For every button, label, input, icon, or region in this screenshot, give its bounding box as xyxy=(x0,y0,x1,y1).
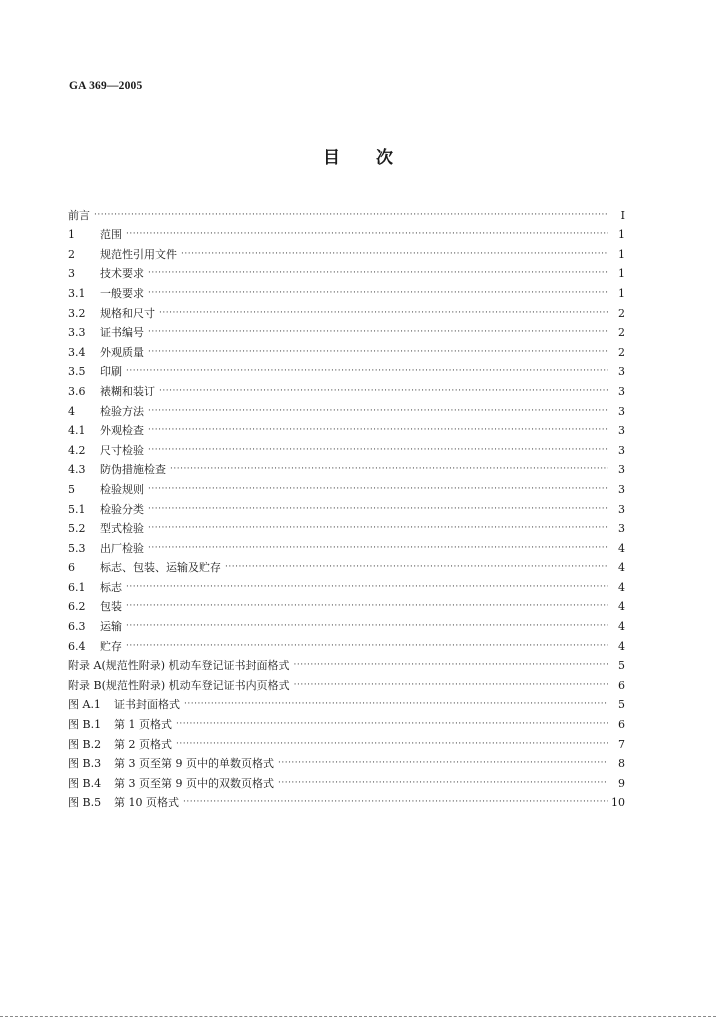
toc-entry-number: 图 A.1 xyxy=(68,698,101,712)
toc-entry-label: 证书封面格式 xyxy=(114,698,180,712)
toc-entry[interactable] xyxy=(68,535,625,555)
toc-entry-title xyxy=(68,796,183,809)
toc-entry-title xyxy=(68,542,148,555)
toc-entry[interactable] xyxy=(68,378,625,398)
toc-entry-label: 第 3 页至第 9 页中的双数页格式 xyxy=(114,776,274,790)
toc-entry-label: 附录 B(规范性附录) 机动车登记证书内页格式 xyxy=(68,678,290,692)
toc-entry-title xyxy=(68,365,126,378)
toc-entry-label: 尺寸检验 xyxy=(100,443,144,457)
toc-entry[interactable] xyxy=(68,731,625,751)
toc-entry-number: 3 xyxy=(68,267,75,281)
toc-entry-label: 防伪措施检查 xyxy=(100,463,166,477)
toc-entry-label: 规格和尺寸 xyxy=(100,306,155,320)
toc-entry-label: 运输 xyxy=(100,620,122,634)
toc-entry-number: 图 B.2 xyxy=(68,737,102,751)
toc-entry-page: 7 xyxy=(618,737,625,751)
toc-entry[interactable] xyxy=(68,418,625,438)
toc-entry-title xyxy=(68,444,148,457)
toc-entry-page: Ⅰ xyxy=(620,208,625,222)
toc-entry-page: 4 xyxy=(618,580,625,594)
toc-entry[interactable] xyxy=(68,613,625,633)
toc-entry-title xyxy=(68,385,159,398)
toc-entry-title xyxy=(68,522,148,535)
toc-entry[interactable] xyxy=(68,633,625,653)
toc-entry-page: 4 xyxy=(618,561,625,575)
toc-entry-page: 3 xyxy=(618,404,625,418)
toc-entry-number: 6.2 xyxy=(68,600,86,614)
toc-entry[interactable] xyxy=(68,790,625,810)
toc-leader-dots xyxy=(126,365,608,378)
toc-entry-number: 4 xyxy=(68,404,75,418)
toc-leader-dots xyxy=(148,483,608,496)
toc-entry[interactable] xyxy=(68,222,625,242)
toc-entry-number: 图 B.4 xyxy=(68,776,102,790)
toc-entry-page: 6 xyxy=(618,678,625,692)
toc-entry[interactable] xyxy=(68,398,625,418)
toc-entry-title xyxy=(68,228,126,241)
toc-entry-number: 5 xyxy=(68,482,75,496)
toc-entry-page: 4 xyxy=(618,639,625,653)
toc-entry-title xyxy=(68,346,148,359)
toc-entry-page: 9 xyxy=(618,776,625,790)
toc-entry-number: 3.2 xyxy=(68,306,86,320)
toc-entry-title xyxy=(68,503,148,516)
toc-entry-number: 4.2 xyxy=(68,443,86,457)
toc-entry[interactable] xyxy=(68,496,625,516)
toc-leader-dots xyxy=(94,209,608,222)
toc-entry-number: 2 xyxy=(68,247,75,261)
toc-entry-label: 包装 xyxy=(100,600,122,614)
toc-entry-page: 4 xyxy=(618,620,625,634)
toc-leader-dots xyxy=(159,385,608,398)
toc-leader-dots xyxy=(176,718,608,731)
toc-entry-label: 检验分类 xyxy=(100,502,144,516)
toc-entry-title xyxy=(68,698,184,711)
toc-entry-label: 外观质量 xyxy=(100,345,144,359)
toc-entry-title xyxy=(68,581,126,594)
toc-entry-page: 6 xyxy=(618,718,625,732)
toc-entry-title xyxy=(68,777,278,790)
toc-entry-number: 6 xyxy=(68,561,75,575)
toc-entry-page: 1 xyxy=(618,267,625,281)
toc-entry[interactable] xyxy=(68,280,625,300)
toc-entry-title xyxy=(68,326,148,339)
standard-code-header: GA 369—2005 xyxy=(69,80,143,92)
toc-entry-title xyxy=(68,287,148,300)
toc-entry[interactable] xyxy=(68,476,625,496)
toc-entry-label: 贮存 xyxy=(100,639,122,653)
toc-entry-page: 8 xyxy=(618,757,625,771)
toc-entry-page: 3 xyxy=(618,463,625,477)
toc-entry-title xyxy=(68,620,126,633)
toc-entry-number: 1 xyxy=(68,228,75,242)
toc-title-char-2: 次 xyxy=(376,148,393,168)
toc-entry-title xyxy=(68,679,294,692)
toc-leader-dots xyxy=(126,640,608,653)
toc-leader-dots xyxy=(278,757,608,770)
toc-leader-dots xyxy=(148,503,608,516)
toc-entry-title xyxy=(68,209,94,222)
toc-entry[interactable] xyxy=(68,241,625,261)
toc-leader-dots xyxy=(148,346,608,359)
toc-entry-title xyxy=(68,738,176,751)
toc-entry[interactable] xyxy=(68,770,625,790)
toc-entry-label: 第 2 页格式 xyxy=(114,737,172,751)
toc-entry-page: 3 xyxy=(618,502,625,516)
toc-entry-label: 检验方法 xyxy=(100,404,144,418)
toc-entry-label: 前言 xyxy=(68,208,90,222)
toc-entry[interactable] xyxy=(68,672,625,692)
toc-entry-label: 印刷 xyxy=(100,365,122,379)
toc-leader-dots xyxy=(148,522,608,535)
toc-entry-number: 图 B.3 xyxy=(68,757,102,771)
toc-entry-page: 3 xyxy=(618,482,625,496)
toc-leader-dots xyxy=(148,405,608,418)
toc-entry-number: 6.1 xyxy=(68,580,86,594)
toc-entry-label: 一般要求 xyxy=(100,286,144,300)
toc-entry[interactable] xyxy=(68,711,625,731)
toc-entry-number: 6.3 xyxy=(68,620,86,634)
toc-leader-dots xyxy=(148,326,608,339)
toc-entry-page: 3 xyxy=(618,384,625,398)
toc-entry-title xyxy=(68,561,225,574)
toc-entry[interactable] xyxy=(68,457,625,477)
toc-entry-number: 4.1 xyxy=(68,424,86,438)
toc-entry[interactable] xyxy=(68,751,625,771)
toc-leader-dots xyxy=(225,561,608,574)
toc-entry-number: 5.1 xyxy=(68,502,86,516)
toc-entry-label: 第 10 页格式 xyxy=(114,796,179,810)
toc-leader-dots xyxy=(183,796,608,809)
toc-entry-page: 4 xyxy=(618,541,625,555)
toc-leader-dots xyxy=(148,542,608,555)
toc-entry-title xyxy=(68,463,170,476)
toc-entry-page: 5 xyxy=(618,659,625,673)
toc-entry-page: 4 xyxy=(618,600,625,614)
toc-entry-title xyxy=(68,483,148,496)
toc-leader-dots xyxy=(126,620,608,633)
toc-leader-dots xyxy=(184,698,608,711)
toc-entry-label: 规范性引用文件 xyxy=(100,247,177,261)
toc-leader-dots xyxy=(278,777,608,790)
toc-leader-dots xyxy=(159,307,608,320)
toc-entry-label: 出厂检验 xyxy=(100,541,144,555)
toc-entry-label: 标志、包装、运输及贮存 xyxy=(100,561,221,575)
toc-entry-title xyxy=(68,424,148,437)
toc-entry[interactable] xyxy=(68,692,625,712)
toc-entry-number: 6.4 xyxy=(68,639,86,653)
toc-leader-dots xyxy=(294,679,608,692)
toc-entry[interactable] xyxy=(68,320,625,340)
toc-entry[interactable] xyxy=(68,359,625,379)
toc-entry-label: 第 1 页格式 xyxy=(114,718,172,732)
toc-leader-dots xyxy=(126,581,608,594)
toc-entry-title xyxy=(68,248,181,261)
toc-entry-page: 2 xyxy=(618,326,625,340)
toc-entry[interactable] xyxy=(68,300,625,320)
toc-entry-page: 3 xyxy=(618,365,625,379)
toc-entry[interactable] xyxy=(68,555,625,575)
toc-leader-dots xyxy=(126,228,608,241)
toc-entry[interactable] xyxy=(68,574,625,594)
toc-leader-dots xyxy=(148,267,608,280)
toc-entry[interactable] xyxy=(68,653,625,673)
toc-entry[interactable] xyxy=(68,516,625,536)
toc-leader-dots xyxy=(170,463,608,476)
toc-entry-label: 技术要求 xyxy=(100,267,144,281)
toc-entry-number: 3.4 xyxy=(68,345,86,359)
toc-entry-page: 10 xyxy=(611,796,625,810)
toc-entry[interactable] xyxy=(68,261,625,281)
toc-entry-page: 3 xyxy=(618,443,625,457)
toc-title-char-1: 目 xyxy=(323,148,340,168)
toc-leader-dots xyxy=(176,738,608,751)
toc-entry-label: 裱糊和装订 xyxy=(100,384,155,398)
toc-leader-dots xyxy=(148,444,608,457)
toc-entry-number: 5.3 xyxy=(68,541,86,555)
toc-entry[interactable] xyxy=(68,594,625,614)
toc-leader-dots xyxy=(294,659,608,672)
toc-leader-dots xyxy=(181,248,608,261)
table-of-contents xyxy=(68,202,625,809)
toc-entry-number: 3.3 xyxy=(68,326,86,340)
page-bottom-rule xyxy=(0,1016,716,1017)
toc-entry-page: 1 xyxy=(618,286,625,300)
toc-entry-page: 5 xyxy=(618,698,625,712)
toc-entry-page: 3 xyxy=(618,424,625,438)
toc-entry-label: 检验规则 xyxy=(100,482,144,496)
toc-entry-label: 外观检查 xyxy=(100,424,144,438)
toc-entry-number: 3.5 xyxy=(68,365,86,379)
toc-entry-number: 图 B.5 xyxy=(68,796,102,810)
toc-entry-label: 标志 xyxy=(100,580,122,594)
toc-entry-title xyxy=(68,757,278,770)
toc-entry-title xyxy=(68,600,126,613)
toc-entry[interactable] xyxy=(68,437,625,457)
toc-entry-title xyxy=(68,307,159,320)
toc-entry-number: 3.6 xyxy=(68,384,86,398)
toc-entry-page: 1 xyxy=(618,228,625,242)
toc-entry[interactable] xyxy=(68,202,625,222)
toc-entry-page: 2 xyxy=(618,306,625,320)
toc-entry-page: 1 xyxy=(618,247,625,261)
toc-entry-number: 3.1 xyxy=(68,286,86,300)
toc-entry-number: 5.2 xyxy=(68,522,86,536)
toc-entry-title xyxy=(68,718,176,731)
toc-entry-label: 范围 xyxy=(100,228,122,242)
toc-entry-number: 4.3 xyxy=(68,463,86,477)
toc-entry-title xyxy=(68,640,126,653)
toc-entry-title xyxy=(68,405,148,418)
toc-entry-page: 3 xyxy=(618,522,625,536)
toc-entry-title xyxy=(68,267,148,280)
toc-entry[interactable] xyxy=(68,339,625,359)
toc-leader-dots xyxy=(148,424,608,437)
toc-entry-page: 2 xyxy=(618,345,625,359)
toc-entry-title xyxy=(68,659,294,672)
toc-title xyxy=(0,143,716,168)
toc-entry-label: 附录 A(规范性附录) 机动车登记证书封面格式 xyxy=(68,659,290,673)
toc-leader-dots xyxy=(148,287,608,300)
toc-leader-dots xyxy=(126,600,608,613)
toc-entry-label: 第 3 页至第 9 页中的单数页格式 xyxy=(114,757,274,771)
toc-entry-number: 图 B.1 xyxy=(68,718,102,732)
toc-entry-label: 证书编号 xyxy=(100,326,144,340)
toc-entry-label: 型式检验 xyxy=(100,522,144,536)
